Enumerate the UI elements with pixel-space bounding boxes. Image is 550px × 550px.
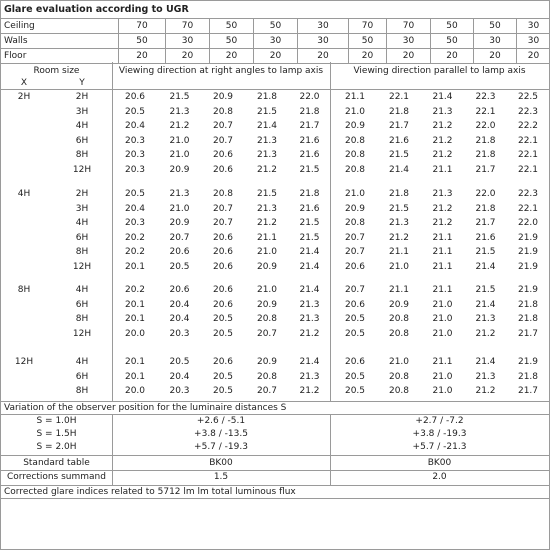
ugr-value: 21.4 (256, 121, 278, 131)
room-y-value: 12H (72, 329, 92, 339)
ugr-value: 21.7 (475, 218, 496, 228)
ugr-value: 22.1 (517, 136, 539, 146)
ugr-value: 20.5 (344, 314, 366, 324)
ugr-value: 20.6 (169, 285, 190, 295)
variation-bottom-line (1, 455, 549, 456)
room-y-value: 6H (75, 233, 89, 243)
reflectance-value: 50 (474, 19, 517, 34)
ugr-value: 21.6 (299, 136, 320, 146)
ugr-value: 21.3 (432, 107, 453, 117)
reflectance-value: 20 (474, 49, 517, 64)
ugr-value: 20.1 (124, 372, 146, 382)
x-label: X (20, 78, 28, 88)
ugr-value: 20.8 (344, 150, 366, 160)
ugr-value: 21.2 (475, 329, 496, 339)
room-y-value: 12H (72, 262, 92, 272)
ugr-value: 22.2 (517, 121, 539, 131)
ugr-value: 21.0 (432, 314, 453, 324)
room-y-value: 4H (75, 218, 89, 228)
ugr-value: 20.5 (169, 357, 190, 367)
room-y-value: 6H (75, 300, 89, 310)
room-y-value: 8H (75, 314, 89, 324)
ugr-value: 20.9 (388, 300, 410, 310)
ugr-value: 20.6 (344, 357, 366, 367)
ugr-value: 21.2 (432, 218, 453, 228)
ugr-value: 20.8 (344, 136, 366, 146)
ugr-value: 21.7 (517, 329, 539, 339)
ugr-value: 20.8 (212, 107, 234, 117)
room-y-value: 4H (75, 357, 89, 367)
ugr-value: 20.5 (344, 372, 366, 382)
ugr-value: 21.2 (256, 218, 278, 228)
ugr-value: 21.6 (388, 136, 410, 146)
ugr-value: 21.5 (475, 247, 496, 257)
ugr-value: 20.6 (212, 262, 234, 272)
room-y-value: 8H (75, 386, 89, 396)
room-x-value: 8H (17, 285, 31, 295)
ugr-value: 21.4 (475, 357, 496, 367)
reflectance-value: 30 (517, 34, 550, 49)
ugr-value: 20.5 (212, 329, 234, 339)
ugr-value: 20.5 (344, 386, 366, 396)
ugr-value: 21.2 (432, 136, 453, 146)
room-y-value: 12H (72, 165, 92, 175)
ugr-value: 20.7 (212, 136, 234, 146)
ugr-value: 21.0 (169, 150, 190, 160)
reflectance-value: 50 (254, 19, 298, 34)
table-title: Glare evaluation according to UGR (4, 4, 189, 15)
header-bottom-line (1, 89, 549, 90)
ugr-value: 21.1 (388, 285, 410, 295)
ugr-value: 21.3 (475, 314, 496, 324)
ugr-value: 20.8 (388, 314, 410, 324)
ugr-value: 21.7 (475, 165, 496, 175)
reflectance-value: 30 (298, 34, 349, 49)
ugr-value: 21.3 (299, 372, 320, 382)
ugr-value: 22.0 (517, 218, 539, 228)
reflectance-value: 20 (517, 49, 550, 64)
ugr-value: 20.3 (124, 218, 146, 228)
ugr-value: 20.0 (124, 329, 146, 339)
reflectance-row (1, 34, 550, 49)
ugr-value: 21.2 (432, 121, 453, 131)
ugr-value: 21.7 (299, 121, 320, 131)
ugr-value: 21.0 (388, 262, 410, 272)
room-y-value: 3H (75, 107, 89, 117)
ugr-value: 20.6 (344, 262, 366, 272)
ugr-value: 21.5 (256, 189, 278, 199)
reflectance-value: 70 (349, 19, 387, 34)
standard-table-label: Standard table (23, 458, 90, 468)
ugr-value: 21.9 (517, 247, 539, 257)
ugr-value: 21.5 (388, 204, 410, 214)
ugr-value: 20.4 (124, 121, 146, 131)
ugr-value: 21.1 (256, 233, 278, 243)
ugr-value: 21.1 (344, 92, 366, 102)
reflectance-value: 70 (119, 19, 166, 34)
ugr-value: 22.5 (517, 92, 539, 102)
reflectance-value: 70 (387, 19, 431, 34)
room-y-value: 6H (75, 136, 89, 146)
room-x-value: 4H (17, 189, 31, 199)
ugr-value: 20.7 (344, 285, 366, 295)
ugr-value: 21.3 (256, 150, 278, 160)
divider-direction (330, 62, 331, 402)
reflectance-value: 20 (166, 49, 210, 64)
ugr-value: 21.0 (388, 357, 410, 367)
ugr-value: 22.3 (517, 189, 539, 199)
footnote: Corrected glare indices related to 5712 lm lm total luminous flux (4, 487, 296, 497)
ugr-value: 21.6 (299, 150, 320, 160)
ugr-value: 21.0 (256, 285, 278, 295)
ugr-value: 20.8 (212, 189, 234, 199)
ugr-value: 20.8 (344, 218, 366, 228)
ugr-value: 20.3 (169, 386, 190, 396)
direction-parallel: Viewing direction parallel to lamp axis (353, 66, 526, 76)
reflectance-value: 20 (387, 49, 431, 64)
ugr-value: 20.8 (256, 372, 278, 382)
ugr-value: 21.3 (299, 314, 320, 324)
ugr-value: 21.1 (432, 233, 453, 243)
ugr-value: 20.9 (169, 165, 190, 175)
ugr-value: 21.4 (299, 357, 320, 367)
ugr-value: 20.9 (212, 92, 234, 102)
ugr-value: 20.5 (212, 372, 234, 382)
ugr-value: 21.6 (475, 233, 496, 243)
ugr-value: 20.5 (124, 107, 146, 117)
ugr-value: 20.9 (344, 204, 366, 214)
ugr-value: 20.9 (169, 218, 190, 228)
variation-parallel-value: +5.7 / -21.3 (412, 442, 467, 452)
ugr-value: 22.0 (299, 92, 320, 102)
ugr-value: 20.6 (212, 247, 234, 257)
ugr-value: 21.5 (169, 92, 190, 102)
ugr-value: 21.0 (432, 386, 453, 396)
reflectance-value: 50 (431, 19, 474, 34)
reflectance-value: 30 (254, 34, 298, 49)
ugr-value: 21.4 (475, 300, 496, 310)
ugr-value: 21.0 (344, 189, 366, 199)
room-y-value: 3H (75, 204, 89, 214)
reflectance-value: 50 (210, 19, 254, 34)
variation-right-value: +2.6 / -5.1 (196, 416, 246, 426)
footnote-line (1, 498, 549, 499)
ugr-value: 21.3 (299, 300, 320, 310)
ugr-value: 20.6 (212, 150, 234, 160)
ugr-value: 21.5 (388, 150, 410, 160)
room-y-value: 8H (75, 150, 89, 160)
ugr-value: 21.8 (517, 314, 539, 324)
reflectance-value: 30 (517, 19, 550, 34)
room-y-value: 4H (75, 121, 89, 131)
reflectance-value: 20 (210, 49, 254, 64)
ugr-value: 21.1 (432, 165, 453, 175)
ugr-value: 20.0 (124, 386, 146, 396)
ugr-value: 20.8 (388, 329, 410, 339)
y-label: Y (79, 78, 85, 88)
ugr-value: 21.2 (256, 165, 278, 175)
variation-parallel-value: +2.7 / -7.2 (415, 416, 464, 426)
ugr-value: 20.8 (388, 372, 410, 382)
variation-right-value: +5.7 / -19.3 (194, 442, 248, 452)
ugr-value: 21.0 (432, 329, 453, 339)
reflectance-row-label: Floor (1, 49, 119, 64)
ugr-value: 21.3 (169, 107, 190, 117)
ugr-value: 20.6 (212, 300, 234, 310)
ugr-value: 20.8 (256, 314, 278, 324)
ugr-value: 20.5 (124, 189, 146, 199)
ugr-value: 20.9 (256, 262, 278, 272)
ugr-value: 20.7 (256, 386, 278, 396)
room-x-value: 2H (17, 92, 31, 102)
corrections-right: 1.5 (213, 472, 229, 482)
ugr-value: 20.4 (124, 204, 146, 214)
reflectance-table (0, 18, 550, 64)
room-y-value: 2H (75, 189, 89, 199)
ugr-value: 20.6 (344, 300, 366, 310)
ugr-value: 20.9 (344, 121, 366, 131)
ugr-value: 21.9 (517, 233, 539, 243)
direction-right-angles: Viewing direction at right angles to lamp axis (118, 66, 324, 76)
ugr-value: 20.6 (169, 247, 190, 257)
ugr-value: 21.2 (432, 150, 453, 160)
ugr-value: 22.3 (475, 92, 496, 102)
ugr-value: 21.8 (299, 189, 320, 199)
ugr-value: 20.6 (212, 233, 234, 243)
ugr-value: 20.6 (212, 165, 234, 175)
ugr-value: 20.8 (388, 386, 410, 396)
ugr-value: 20.5 (212, 386, 234, 396)
ugr-value: 21.5 (299, 233, 320, 243)
room-y-value: 4H (75, 285, 89, 295)
ugr-value: 21.5 (299, 165, 320, 175)
ugr-value: 21.8 (388, 189, 410, 199)
reflectance-row-label: Ceiling (1, 19, 119, 34)
ugr-value: 21.0 (169, 204, 190, 214)
ugr-value: 20.7 (212, 204, 234, 214)
variation-s-label: S = 1.5H (36, 429, 77, 439)
ugr-value: 21.4 (299, 247, 320, 257)
ugr-value: 21.1 (432, 357, 453, 367)
ugr-value: 20.1 (124, 314, 146, 324)
ugr-value: 21.3 (388, 218, 410, 228)
reflectance-value: 30 (474, 34, 517, 49)
ugr-value: 21.2 (299, 329, 320, 339)
ugr-value: 20.3 (124, 165, 146, 175)
ugr-value: 20.3 (124, 150, 146, 160)
reflectance-value: 50 (119, 34, 166, 49)
ugr-value: 21.7 (517, 386, 539, 396)
standard-table-parallel: BK00 (427, 458, 452, 468)
ugr-value: 20.4 (169, 314, 190, 324)
ugr-value: 20.7 (344, 247, 366, 257)
reflectance-value: 30 (298, 19, 349, 34)
ugr-value: 22.0 (475, 189, 496, 199)
ugr-value: 22.1 (517, 204, 539, 214)
ugr-value: 20.8 (344, 165, 366, 175)
ugr-value: 20.4 (169, 372, 190, 382)
ugr-value: 21.9 (517, 262, 539, 272)
ugr-value: 21.4 (432, 92, 453, 102)
ugr-value: 21.8 (475, 204, 496, 214)
ugr-value: 21.0 (432, 372, 453, 382)
ugr-value: 20.7 (212, 121, 234, 131)
variation-parallel-value: +3.8 / -19.3 (412, 429, 467, 439)
ugr-value: 20.5 (212, 314, 234, 324)
corrections-label: Corrections summand (7, 472, 106, 482)
ugr-value: 21.8 (475, 136, 496, 146)
ugr-value: 21.8 (517, 372, 539, 382)
variation-s-label: S = 2.0H (36, 442, 77, 452)
ugr-value: 20.9 (256, 300, 278, 310)
ugr-value: 21.4 (299, 285, 320, 295)
ugr-value: 20.3 (124, 136, 146, 146)
ugr-value: 21.7 (388, 121, 410, 131)
room-y-value: 8H (75, 247, 89, 257)
reflectance-value: 20 (119, 49, 166, 64)
room-y-value: 2H (75, 92, 89, 102)
ugr-value: 22.1 (517, 150, 539, 160)
ugr-value: 21.0 (432, 300, 453, 310)
ugr-value: 20.2 (124, 285, 146, 295)
ugr-value: 22.1 (517, 165, 539, 175)
ugr-value: 21.8 (517, 300, 539, 310)
ugr-value: 20.1 (124, 262, 146, 272)
ugr-value: 21.5 (475, 285, 496, 295)
reflectance-value: 20 (298, 49, 349, 64)
ugr-value: 21.2 (388, 233, 410, 243)
ugr-value: 21.8 (299, 107, 320, 117)
ugr-value: 21.2 (169, 121, 190, 131)
ugr-value: 21.4 (299, 262, 320, 272)
ugr-value: 21.0 (169, 136, 190, 146)
ugr-value: 21.2 (299, 386, 320, 396)
reflectance-row (1, 49, 550, 64)
ugr-value: 21.2 (475, 386, 496, 396)
ugr-value: 20.7 (344, 233, 366, 243)
ugr-value: 20.2 (124, 247, 146, 257)
room-x-value: 12H (14, 357, 34, 367)
reflectance-value: 50 (349, 34, 387, 49)
ugr-value: 21.2 (432, 204, 453, 214)
ugr-value: 21.6 (299, 204, 320, 214)
ugr-value: 21.5 (299, 218, 320, 228)
ugr-value: 20.1 (124, 300, 146, 310)
ugr-value: 21.4 (475, 262, 496, 272)
ugr-value: 21.1 (432, 285, 453, 295)
standard-table-right: BK00 (209, 458, 233, 468)
ugr-value: 21.3 (432, 189, 453, 199)
ugr-value: 21.1 (432, 247, 453, 257)
reflectance-row-label: Walls (1, 34, 119, 49)
ugr-value: 21.3 (475, 372, 496, 382)
ugr-value: 21.4 (388, 165, 410, 175)
ugr-value: 20.7 (169, 233, 190, 243)
reflectance-row (1, 19, 550, 34)
room-y-value: 6H (75, 372, 89, 382)
ugr-value: 21.8 (388, 107, 410, 117)
reflectance-value: 50 (431, 34, 474, 49)
ugr-value: 21.3 (169, 189, 190, 199)
reflectance-value: 30 (387, 34, 431, 49)
reflectance-value: 70 (166, 19, 210, 34)
ugr-value: 20.6 (212, 285, 234, 295)
ugr-value: 21.8 (475, 150, 496, 160)
reflectance-value: 30 (166, 34, 210, 49)
ugr-value: 21.3 (256, 136, 278, 146)
reflectance-value: 50 (210, 34, 254, 49)
ugr-value: 20.9 (256, 357, 278, 367)
ugr-value: 21.3 (256, 204, 278, 214)
ugr-value: 20.5 (169, 262, 190, 272)
variation-label: Variation of the observer position for the luminaire distances S (4, 403, 287, 413)
ugr-value: 22.1 (475, 107, 496, 117)
ugr-value: 21.5 (256, 107, 278, 117)
reflectance-value: 20 (349, 49, 387, 64)
ugr-value: 22.3 (517, 107, 539, 117)
ugr-value: 20.5 (344, 329, 366, 339)
ugr-value: 20.6 (124, 92, 146, 102)
variation-right-value: +3.8 / -13.5 (194, 429, 248, 439)
ugr-value: 20.7 (256, 329, 278, 339)
ugr-value: 20.3 (169, 329, 190, 339)
reflectance-value: 20 (431, 49, 474, 64)
ugr-value: 20.1 (124, 357, 146, 367)
room-size-label: Room size (33, 66, 80, 76)
ugr-value: 21.9 (517, 357, 539, 367)
variation-s-label: S = 1.0H (36, 416, 77, 426)
ugr-value: 21.0 (256, 247, 278, 257)
ugr-value: 21.1 (432, 262, 453, 272)
ugr-value: 21.9 (517, 285, 539, 295)
ugr-value: 20.6 (212, 357, 234, 367)
corrections-parallel: 2.0 (432, 472, 447, 482)
ugr-value: 21.0 (344, 107, 366, 117)
ugr-value: 20.7 (212, 218, 234, 228)
ugr-value: 22.1 (388, 92, 410, 102)
ugr-value: 20.2 (124, 233, 146, 243)
ugr-value: 22.0 (475, 121, 496, 131)
ugr-value: 21.1 (388, 247, 410, 257)
ugr-value: 20.4 (169, 300, 190, 310)
reflectance-value: 20 (254, 49, 298, 64)
ugr-value: 21.8 (256, 92, 278, 102)
